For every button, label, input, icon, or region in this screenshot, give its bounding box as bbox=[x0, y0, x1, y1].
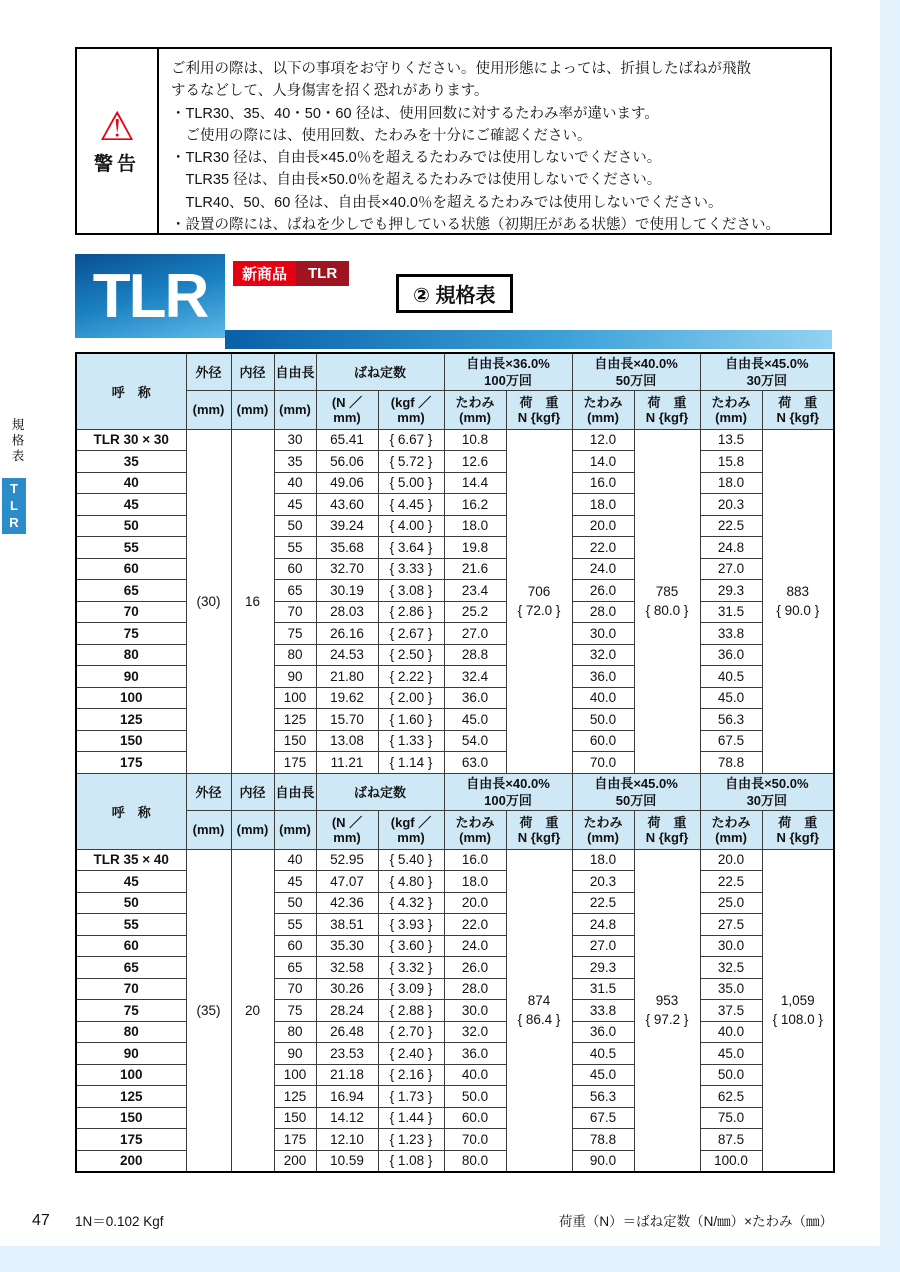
cell-name: 65 bbox=[76, 580, 186, 602]
cell-name: 80 bbox=[76, 644, 186, 666]
cell-deflection-0: 14.4 bbox=[444, 472, 506, 494]
cell-name: 150 bbox=[76, 730, 186, 752]
cell-free-length: 40 bbox=[274, 849, 316, 871]
cell-deflection-2: 30.0 bbox=[700, 935, 762, 957]
cell-deflection-0: 16.0 bbox=[444, 849, 506, 871]
cell-rate-kgf: { 3.08 } bbox=[378, 580, 444, 602]
cell-name: 65 bbox=[76, 957, 186, 979]
unit-od: (mm) bbox=[186, 390, 231, 429]
unit-n: (N ／ mm) bbox=[316, 390, 378, 429]
cell-free-length: 90 bbox=[274, 1043, 316, 1065]
cell-free-length: 75 bbox=[274, 1000, 316, 1022]
cell-deflection-0: 54.0 bbox=[444, 730, 506, 752]
warning-label-cell bbox=[77, 49, 159, 233]
cell-name: 60 bbox=[76, 558, 186, 580]
cell-deflection-2: 27.0 bbox=[700, 558, 762, 580]
cell-deflection-2: 40.5 bbox=[700, 666, 762, 688]
cell-rate-kgf: { 5.00 } bbox=[378, 472, 444, 494]
unit-od: (mm) bbox=[186, 810, 231, 849]
cell-deflection-1: 14.0 bbox=[572, 451, 634, 473]
cell-deflection-1: 22.0 bbox=[572, 537, 634, 559]
cell-rate-kgf: { 1.08 } bbox=[378, 1150, 444, 1172]
col-header-load-2: 荷 重 N {kgf} bbox=[762, 810, 834, 849]
cell-deflection-1: 67.5 bbox=[572, 1107, 634, 1129]
cell-deflection-1: 22.5 bbox=[572, 892, 634, 914]
col-group-header-1: 自由長×40.0% 50万回 bbox=[572, 353, 700, 390]
cell-deflection-0: 25.2 bbox=[444, 601, 506, 623]
unit-fl: (mm) bbox=[274, 390, 316, 429]
cell-rate-kgf: { 1.44 } bbox=[378, 1107, 444, 1129]
col-header-od: 外径 bbox=[186, 773, 231, 810]
cell-name: TLR 30 × 30 bbox=[76, 429, 186, 451]
cell-deflection-1: 31.5 bbox=[572, 978, 634, 1000]
cell-rate-kgf: { 3.33 } bbox=[378, 558, 444, 580]
cell-free-length: 80 bbox=[274, 644, 316, 666]
cell-rate-n: 32.70 bbox=[316, 558, 378, 580]
cell-deflection-2: 22.5 bbox=[700, 515, 762, 537]
col-group-header-2: 自由長×50.0% 30万回 bbox=[700, 773, 834, 810]
cell-rate-n: 49.06 bbox=[316, 472, 378, 494]
cell-deflection-1: 24.8 bbox=[572, 914, 634, 936]
cell-rate-kgf: { 1.23 } bbox=[378, 1129, 444, 1151]
spec-table bbox=[75, 352, 835, 1173]
cell-rate-n: 23.53 bbox=[316, 1043, 378, 1065]
cell-rate-n: 39.24 bbox=[316, 515, 378, 537]
cell-rate-n: 19.62 bbox=[316, 687, 378, 709]
cell-deflection-1: 36.0 bbox=[572, 666, 634, 688]
cell-free-length: 60 bbox=[274, 558, 316, 580]
badge-row bbox=[233, 261, 349, 286]
page-number: 47 bbox=[32, 1212, 50, 1229]
cell-deflection-2: 62.5 bbox=[700, 1086, 762, 1108]
cell-name: 175 bbox=[76, 752, 186, 774]
cell-free-length: 100 bbox=[274, 687, 316, 709]
cell-name: 200 bbox=[76, 1150, 186, 1172]
cell-free-length: 50 bbox=[274, 892, 316, 914]
cell-deflection-1: 40.0 bbox=[572, 687, 634, 709]
cell-name: 45 bbox=[76, 494, 186, 516]
col-header-spring-const: ばね定数 bbox=[316, 773, 444, 810]
col-header-load-0: 荷 重 N {kgf} bbox=[506, 390, 572, 429]
col-header-id: 内径 bbox=[231, 773, 274, 810]
cell-rate-n: 26.16 bbox=[316, 623, 378, 645]
cell-rate-kgf: { 1.33 } bbox=[378, 730, 444, 752]
cell-load-1: 953 { 97.2 } bbox=[634, 849, 700, 1172]
cell-rate-kgf: { 3.60 } bbox=[378, 935, 444, 957]
cell-deflection-2: 50.0 bbox=[700, 1064, 762, 1086]
section-title: ② 規格表 bbox=[396, 274, 513, 313]
cell-rate-n: 13.08 bbox=[316, 730, 378, 752]
gradient-bar bbox=[225, 330, 832, 349]
cell-free-length: 70 bbox=[274, 601, 316, 623]
cell-deflection-2: 27.5 bbox=[700, 914, 762, 936]
cell-rate-n: 10.59 bbox=[316, 1150, 378, 1172]
cell-deflection-1: 50.0 bbox=[572, 709, 634, 731]
cell-rate-n: 28.03 bbox=[316, 601, 378, 623]
cell-free-length: 65 bbox=[274, 580, 316, 602]
cell-free-length: 70 bbox=[274, 978, 316, 1000]
col-header-spring-const: ばね定数 bbox=[316, 353, 444, 390]
col-group-header-0: 自由長×36.0% 100万回 bbox=[444, 353, 572, 390]
col-header-fl: 自由長 bbox=[274, 773, 316, 810]
cell-free-length: 100 bbox=[274, 1064, 316, 1086]
cell-name: 90 bbox=[76, 1043, 186, 1065]
cell-id: 16 bbox=[231, 429, 274, 773]
new-product-badge: 新商品 bbox=[233, 261, 296, 286]
cell-free-length: 90 bbox=[274, 666, 316, 688]
unit-id: (mm) bbox=[231, 390, 274, 429]
cell-deflection-2: 18.0 bbox=[700, 472, 762, 494]
col-header-deflection-1: たわみ (mm) bbox=[572, 810, 634, 849]
cell-name: 75 bbox=[76, 1000, 186, 1022]
cell-free-length: 125 bbox=[274, 709, 316, 731]
cell-deflection-0: 50.0 bbox=[444, 1086, 506, 1108]
cell-rate-kgf: { 6.67 } bbox=[378, 429, 444, 451]
cell-deflection-0: 16.2 bbox=[444, 494, 506, 516]
cell-deflection-0: 20.0 bbox=[444, 892, 506, 914]
cell-deflection-0: 18.0 bbox=[444, 871, 506, 893]
cell-deflection-1: 36.0 bbox=[572, 1021, 634, 1043]
series-badge: TLR bbox=[296, 261, 349, 286]
cell-deflection-2: 87.5 bbox=[700, 1129, 762, 1151]
cell-free-length: 30 bbox=[274, 429, 316, 451]
unit-kgf: (kgf ／ mm) bbox=[378, 810, 444, 849]
cell-rate-kgf: { 2.67 } bbox=[378, 623, 444, 645]
cell-free-length: 55 bbox=[274, 914, 316, 936]
cell-deflection-2: 45.0 bbox=[700, 687, 762, 709]
page-edge-bottom bbox=[0, 1246, 900, 1272]
cell-deflection-2: 37.5 bbox=[700, 1000, 762, 1022]
cell-rate-n: 12.10 bbox=[316, 1129, 378, 1151]
col-header-deflection-2: たわみ (mm) bbox=[700, 390, 762, 429]
cell-deflection-1: 18.0 bbox=[572, 494, 634, 516]
cell-rate-kgf: { 1.73 } bbox=[378, 1086, 444, 1108]
cell-deflection-2: 40.0 bbox=[700, 1021, 762, 1043]
cell-deflection-2: 15.8 bbox=[700, 451, 762, 473]
warning-line: ・設置の際には、ばねを少しでも押している状態（初期圧がある状態）で使用してください。 bbox=[171, 217, 780, 234]
col-group-header-0: 自由長×40.0% 100万回 bbox=[444, 773, 572, 810]
cell-deflection-1: 90.0 bbox=[572, 1150, 634, 1172]
cell-deflection-0: 21.6 bbox=[444, 558, 506, 580]
cell-deflection-2: 31.5 bbox=[700, 601, 762, 623]
page-edge-right bbox=[880, 0, 900, 1272]
cell-name: 90 bbox=[76, 666, 186, 688]
col-header-name: 呼 称 bbox=[76, 353, 186, 429]
cell-deflection-1: 18.0 bbox=[572, 849, 634, 871]
cell-rate-n: 14.12 bbox=[316, 1107, 378, 1129]
cell-deflection-1: 45.0 bbox=[572, 1064, 634, 1086]
cell-rate-kgf: { 1.60 } bbox=[378, 709, 444, 731]
cell-deflection-0: 36.0 bbox=[444, 1043, 506, 1065]
cell-deflection-2: 33.8 bbox=[700, 623, 762, 645]
cell-deflection-1: 30.0 bbox=[572, 623, 634, 645]
cell-name: 60 bbox=[76, 935, 186, 957]
cell-rate-n: 21.80 bbox=[316, 666, 378, 688]
warning-box bbox=[75, 47, 832, 235]
cell-deflection-2: 24.8 bbox=[700, 537, 762, 559]
footnote-right: 荷重（N）＝ばね定数（N/㎜）×たわみ（㎜） bbox=[558, 1214, 833, 1229]
cell-rate-n: 42.36 bbox=[316, 892, 378, 914]
cell-rate-n: 35.30 bbox=[316, 935, 378, 957]
table-row bbox=[76, 429, 834, 451]
sidebar-tab-tlr: TLR bbox=[2, 478, 26, 534]
cell-rate-kgf: { 2.16 } bbox=[378, 1064, 444, 1086]
col-header-load-1: 荷 重 N {kgf} bbox=[634, 390, 700, 429]
cell-free-length: 125 bbox=[274, 1086, 316, 1108]
cell-free-length: 175 bbox=[274, 752, 316, 774]
cell-free-length: 80 bbox=[274, 1021, 316, 1043]
cell-deflection-2: 75.0 bbox=[700, 1107, 762, 1129]
cell-od: (35) bbox=[186, 849, 231, 1172]
cell-rate-kgf: { 2.86 } bbox=[378, 601, 444, 623]
col-header-fl: 自由長 bbox=[274, 353, 316, 390]
cell-name: 80 bbox=[76, 1021, 186, 1043]
cell-name: 35 bbox=[76, 451, 186, 473]
cell-deflection-2: 20.0 bbox=[700, 849, 762, 871]
cell-rate-n: 30.19 bbox=[316, 580, 378, 602]
cell-name: 50 bbox=[76, 892, 186, 914]
cell-deflection-1: 70.0 bbox=[572, 752, 634, 774]
cell-rate-n: 56.06 bbox=[316, 451, 378, 473]
section-subheader-row bbox=[76, 810, 834, 849]
cell-deflection-0: 27.0 bbox=[444, 623, 506, 645]
cell-rate-kgf: { 4.00 } bbox=[378, 515, 444, 537]
section-header-row bbox=[76, 773, 834, 810]
cell-rate-kgf: { 3.64 } bbox=[378, 537, 444, 559]
warning-line: TLR35 径は、自由長×50.0％を超えるたわみでは使用しないでください。 bbox=[171, 172, 662, 189]
cell-deflection-1: 29.3 bbox=[572, 957, 634, 979]
warning-line: ・TLR30 径は、自由長×45.0％を超えるたわみでは使用しないでください。 bbox=[171, 150, 662, 167]
cell-free-length: 45 bbox=[274, 494, 316, 516]
cell-name: 100 bbox=[76, 1064, 186, 1086]
cell-od: (30) bbox=[186, 429, 231, 773]
cell-deflection-1: 40.5 bbox=[572, 1043, 634, 1065]
cell-rate-kgf: { 4.80 } bbox=[378, 871, 444, 893]
cell-id: 20 bbox=[231, 849, 274, 1172]
col-header-id: 内径 bbox=[231, 353, 274, 390]
cell-deflection-2: 36.0 bbox=[700, 644, 762, 666]
warning-line: ご利用の際は、以下の事項をお守りください。使用形態によっては、折損したばねが飛散 bbox=[171, 61, 751, 77]
cell-deflection-0: 32.4 bbox=[444, 666, 506, 688]
cell-rate-kgf: { 2.22 } bbox=[378, 666, 444, 688]
cell-name: 100 bbox=[76, 687, 186, 709]
cell-deflection-1: 78.8 bbox=[572, 1129, 634, 1151]
cell-deflection-2: 32.5 bbox=[700, 957, 762, 979]
cell-rate-n: 21.18 bbox=[316, 1064, 378, 1086]
cell-deflection-0: 60.0 bbox=[444, 1107, 506, 1129]
cell-deflection-2: 45.0 bbox=[700, 1043, 762, 1065]
cell-name: 150 bbox=[76, 1107, 186, 1129]
cell-rate-kgf: { 3.32 } bbox=[378, 957, 444, 979]
warning-label: 警告 bbox=[93, 153, 140, 175]
warning-text bbox=[159, 49, 830, 233]
sidebar-label-kikakuhyo: 規格表 bbox=[10, 418, 24, 465]
cell-rate-kgf: { 2.70 } bbox=[378, 1021, 444, 1043]
unit-n: (N ／ mm) bbox=[316, 810, 378, 849]
cell-deflection-0: 36.0 bbox=[444, 687, 506, 709]
cell-rate-kgf: { 3.93 } bbox=[378, 914, 444, 936]
cell-rate-kgf: { 1.14 } bbox=[378, 752, 444, 774]
cell-name: 45 bbox=[76, 871, 186, 893]
cell-rate-n: 52.95 bbox=[316, 849, 378, 871]
cell-rate-n: 30.26 bbox=[316, 978, 378, 1000]
col-header-load-1: 荷 重 N {kgf} bbox=[634, 810, 700, 849]
cell-rate-kgf: { 2.40 } bbox=[378, 1043, 444, 1065]
col-header-deflection-0: たわみ (mm) bbox=[444, 390, 506, 429]
cell-rate-kgf: { 4.32 } bbox=[378, 892, 444, 914]
cell-name: 70 bbox=[76, 601, 186, 623]
warning-triangle-icon: ⚠ bbox=[99, 103, 135, 150]
col-header-name: 呼 称 bbox=[76, 773, 186, 849]
cell-deflection-1: 32.0 bbox=[572, 644, 634, 666]
cell-deflection-2: 25.0 bbox=[700, 892, 762, 914]
cell-deflection-2: 35.0 bbox=[700, 978, 762, 1000]
cell-deflection-0: 12.6 bbox=[444, 451, 506, 473]
cell-deflection-2: 20.3 bbox=[700, 494, 762, 516]
cell-name: 125 bbox=[76, 709, 186, 731]
cell-deflection-2: 13.5 bbox=[700, 429, 762, 451]
cell-name: 40 bbox=[76, 472, 186, 494]
cell-deflection-2: 100.0 bbox=[700, 1150, 762, 1172]
cell-rate-n: 35.68 bbox=[316, 537, 378, 559]
cell-rate-kgf: { 3.09 } bbox=[378, 978, 444, 1000]
cell-deflection-1: 12.0 bbox=[572, 429, 634, 451]
cell-load-2: 1,059 { 108.0 } bbox=[762, 849, 834, 1172]
cell-deflection-2: 67.5 bbox=[700, 730, 762, 752]
cell-rate-n: 15.70 bbox=[316, 709, 378, 731]
cell-free-length: 35 bbox=[274, 451, 316, 473]
cell-free-length: 175 bbox=[274, 1129, 316, 1151]
cell-free-length: 40 bbox=[274, 472, 316, 494]
cell-load-1: 785 { 80.0 } bbox=[634, 429, 700, 773]
cell-deflection-1: 20.3 bbox=[572, 871, 634, 893]
cell-rate-n: 47.07 bbox=[316, 871, 378, 893]
cell-free-length: 60 bbox=[274, 935, 316, 957]
cell-deflection-0: 32.0 bbox=[444, 1021, 506, 1043]
cell-deflection-0: 23.4 bbox=[444, 580, 506, 602]
cell-name: 55 bbox=[76, 914, 186, 936]
cell-rate-n: 26.48 bbox=[316, 1021, 378, 1043]
cell-deflection-2: 56.3 bbox=[700, 709, 762, 731]
warning-line: するなどして、人身傷害を招く恐れがあります。 bbox=[171, 83, 489, 100]
footnote-left: 1N＝0.102 Kgf bbox=[75, 1214, 164, 1229]
cell-deflection-0: 30.0 bbox=[444, 1000, 506, 1022]
cell-deflection-0: 80.0 bbox=[444, 1150, 506, 1172]
cell-deflection-0: 28.8 bbox=[444, 644, 506, 666]
col-header-load-0: 荷 重 N {kgf} bbox=[506, 810, 572, 849]
warning-line: TLR40、50、60 径は、自由長×40.0％を超えるたわみでは使用しないでください。 bbox=[171, 194, 723, 211]
col-header-deflection-1: たわみ (mm) bbox=[572, 390, 634, 429]
cell-rate-kgf: { 5.72 } bbox=[378, 451, 444, 473]
cell-rate-n: 65.41 bbox=[316, 429, 378, 451]
cell-rate-n: 11.21 bbox=[316, 752, 378, 774]
cell-rate-n: 24.53 bbox=[316, 644, 378, 666]
cell-deflection-0: 26.0 bbox=[444, 957, 506, 979]
cell-load-0: 874 { 86.4 } bbox=[506, 849, 572, 1172]
col-header-load-2: 荷 重 N {kgf} bbox=[762, 390, 834, 429]
cell-name: 175 bbox=[76, 1129, 186, 1151]
cell-deflection-0: 10.8 bbox=[444, 429, 506, 451]
cell-free-length: 75 bbox=[274, 623, 316, 645]
cell-deflection-1: 26.0 bbox=[572, 580, 634, 602]
section-header-row bbox=[76, 353, 834, 390]
cell-deflection-1: 28.0 bbox=[572, 601, 634, 623]
unit-id: (mm) bbox=[231, 810, 274, 849]
table-row bbox=[76, 849, 834, 871]
cell-deflection-0: 40.0 bbox=[444, 1064, 506, 1086]
cell-deflection-1: 24.0 bbox=[572, 558, 634, 580]
col-group-header-1: 自由長×45.0% 50万回 bbox=[572, 773, 700, 810]
unit-kgf: (kgf ／ mm) bbox=[378, 390, 444, 429]
unit-fl: (mm) bbox=[274, 810, 316, 849]
cell-free-length: 55 bbox=[274, 537, 316, 559]
footnote-row bbox=[75, 1210, 833, 1230]
cell-name: 55 bbox=[76, 537, 186, 559]
cell-deflection-0: 70.0 bbox=[444, 1129, 506, 1151]
cell-deflection-0: 19.8 bbox=[444, 537, 506, 559]
cell-deflection-1: 56.3 bbox=[572, 1086, 634, 1108]
cell-rate-n: 16.94 bbox=[316, 1086, 378, 1108]
cell-rate-n: 32.58 bbox=[316, 957, 378, 979]
cell-rate-n: 38.51 bbox=[316, 914, 378, 936]
cell-rate-n: 28.24 bbox=[316, 1000, 378, 1022]
cell-free-length: 150 bbox=[274, 1107, 316, 1129]
col-header-deflection-2: たわみ (mm) bbox=[700, 810, 762, 849]
cell-rate-kgf: { 5.40 } bbox=[378, 849, 444, 871]
cell-rate-kgf: { 4.45 } bbox=[378, 494, 444, 516]
cell-deflection-0: 63.0 bbox=[444, 752, 506, 774]
cell-name: TLR 35 × 40 bbox=[76, 849, 186, 871]
cell-deflection-1: 16.0 bbox=[572, 472, 634, 494]
cell-deflection-0: 24.0 bbox=[444, 935, 506, 957]
cell-rate-kgf: { 2.00 } bbox=[378, 687, 444, 709]
cell-free-length: 65 bbox=[274, 957, 316, 979]
cell-deflection-0: 45.0 bbox=[444, 709, 506, 731]
cell-deflection-1: 20.0 bbox=[572, 515, 634, 537]
cell-deflection-2: 22.5 bbox=[700, 871, 762, 893]
cell-free-length: 50 bbox=[274, 515, 316, 537]
cell-load-0: 706 { 72.0 } bbox=[506, 429, 572, 773]
cell-free-length: 200 bbox=[274, 1150, 316, 1172]
cell-name: 70 bbox=[76, 978, 186, 1000]
warning-line: ・TLR30、35、40・50・60 径は、使用回数に対するたわみ率が違います。 bbox=[171, 105, 659, 122]
cell-deflection-2: 29.3 bbox=[700, 580, 762, 602]
col-group-header-2: 自由長×45.0% 30万回 bbox=[700, 353, 834, 390]
cell-rate-n: 43.60 bbox=[316, 494, 378, 516]
cell-name: 75 bbox=[76, 623, 186, 645]
cell-deflection-1: 27.0 bbox=[572, 935, 634, 957]
cell-deflection-1: 33.8 bbox=[572, 1000, 634, 1022]
cell-free-length: 150 bbox=[274, 730, 316, 752]
cell-deflection-0: 22.0 bbox=[444, 914, 506, 936]
warning-line: ご使用の際には、使用回数、たわみを十分にご確認ください。 bbox=[171, 127, 592, 144]
section-subheader-row bbox=[76, 390, 834, 429]
cell-deflection-0: 18.0 bbox=[444, 515, 506, 537]
col-header-od: 外径 bbox=[186, 353, 231, 390]
cell-rate-kgf: { 2.88 } bbox=[378, 1000, 444, 1022]
cell-load-2: 883 { 90.0 } bbox=[762, 429, 834, 773]
cell-deflection-2: 78.8 bbox=[700, 752, 762, 774]
cell-deflection-1: 60.0 bbox=[572, 730, 634, 752]
tlr-logo: TLR bbox=[75, 254, 225, 338]
cell-free-length: 45 bbox=[274, 871, 316, 893]
cell-deflection-0: 28.0 bbox=[444, 978, 506, 1000]
col-header-deflection-0: たわみ (mm) bbox=[444, 810, 506, 849]
cell-name: 50 bbox=[76, 515, 186, 537]
cell-rate-kgf: { 2.50 } bbox=[378, 644, 444, 666]
cell-name: 125 bbox=[76, 1086, 186, 1108]
